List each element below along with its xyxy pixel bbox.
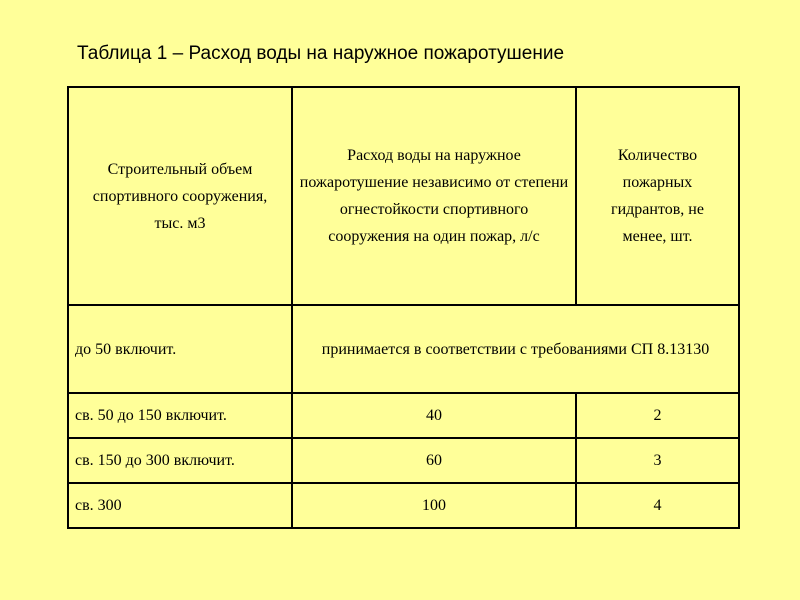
cell-hydrants: 3 [576, 438, 739, 483]
water-consumption-table [67, 86, 740, 529]
header-hydrants: Количество пожарных гидрантов, не менее, шт. [576, 87, 739, 305]
cell-volume: св. 150 до 300 включит. [68, 438, 292, 483]
cell-flow: 40 [292, 393, 576, 438]
table-row [68, 305, 739, 393]
cell-hydrants: 4 [576, 483, 739, 528]
table-row [68, 393, 739, 438]
table-row [68, 438, 739, 483]
cell-flow: 100 [292, 483, 576, 528]
table-header-row [68, 87, 739, 305]
cell-volume: до 50 включит. [68, 305, 292, 393]
header-volume: Строительный объем спортивного сооружения, тыс. м3 [68, 87, 292, 305]
cell-flow: 60 [292, 438, 576, 483]
cell-merged-note: принимается в соответствии с требованиями СП 8.13130 [292, 305, 739, 393]
header-water-flow: Расход воды на наружное пожаротушение независимо от степени огнестойкости спортивного сооружения на один пожар, л/с [292, 87, 576, 305]
table-row [68, 483, 739, 528]
table-title: Таблица 1 – Расход воды на наружное пожаротушение [77, 43, 565, 64]
cell-volume: св. 50 до 150 включит. [68, 393, 292, 438]
cell-hydrants: 2 [576, 393, 739, 438]
cell-volume: св. 300 [68, 483, 292, 528]
